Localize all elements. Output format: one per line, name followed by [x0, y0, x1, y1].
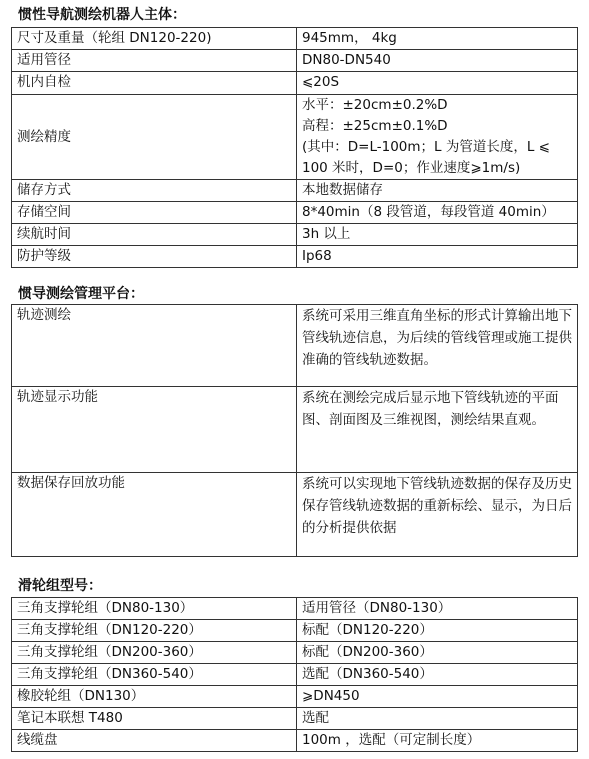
feature-desc [297, 387, 578, 473]
spec-label: 机内自检 [12, 72, 297, 95]
spec-label: 尺寸及重量（轮组 DN120-220) [12, 28, 297, 50]
table-row [12, 305, 578, 387]
table-row [12, 387, 578, 473]
wheelset-value: 适用管径（DN80-130） [297, 598, 578, 620]
spec-label: 测绘精度 [12, 95, 297, 180]
spec-label: 储存方式 [12, 180, 297, 202]
spec-value: 本地数据储存 [297, 180, 578, 202]
table-row [12, 620, 578, 642]
wheelset-label: 三角支撑轮组（DN120-220） [12, 620, 297, 642]
table-row [12, 686, 578, 708]
wheelset-value: 标配（DN120-220） [297, 620, 578, 642]
table-row [12, 708, 578, 730]
feature-label: 数据保存回放功能 [12, 473, 297, 557]
accuracy-line: 水平：±20cm±0.2%D [302, 97, 448, 113]
table-row [12, 246, 578, 268]
feature-label: 轨迹显示功能 [12, 387, 297, 473]
wheelset-table [11, 597, 578, 752]
wheelset-label: 三角支撑轮组（DN80-130） [12, 598, 297, 620]
accuracy-line: 100 米时，D=0；作业速度⩾1m/s) [302, 160, 521, 176]
spec-value: 3h 以上 [297, 224, 578, 246]
spec-label: 续航时间 [12, 224, 297, 246]
spec-label: 存储空间 [12, 202, 297, 224]
feature-desc-text: 系统可采用三维直角坐标的形式计算输出地下管线轨迹信息，为后续的管线管理或施工提供准确的管线轨迹数据。 [302, 308, 572, 368]
table-row [12, 598, 578, 620]
platform-table [11, 304, 578, 557]
table-row [12, 664, 578, 686]
spec-value: ⩽20S [297, 72, 578, 95]
table-row [12, 473, 578, 557]
feature-desc-text: 系统在测绘完成后显示地下管线轨迹的平面图、剖面图及三维视图，测绘结果直观。 [302, 390, 559, 428]
table-row [12, 202, 578, 224]
spec-value: 945mm， 4kg [297, 28, 578, 50]
wheelset-label: 橡胶轮组（DN130） [12, 686, 297, 708]
table-row [12, 72, 578, 95]
wheelset-label: 线缆盘 [12, 730, 297, 752]
table-row [12, 95, 578, 180]
section-title-wheelsets: 滑轮组型号： [18, 578, 102, 594]
feature-label: 轨迹测绘 [12, 305, 297, 387]
spec-value-accuracy [297, 95, 578, 180]
section-title-platform: 惯导测绘管理平台： [18, 286, 144, 302]
table-row [12, 642, 578, 664]
wheelset-value: 标配（DN200-360） [297, 642, 578, 664]
wheelset-value: 100m ，选配（可定制长度） [297, 730, 578, 752]
spec-label: 防护等级 [12, 246, 297, 268]
wheelset-label: 笔记本联想 T480 [12, 708, 297, 730]
section-title-robot-body: 惯性导航测绘机器人主体： [18, 7, 186, 23]
table-row [12, 28, 578, 50]
feature-desc [297, 305, 578, 387]
accuracy-line: (其中：D=L-100m；L 为管道长度，L ⩽ [302, 139, 550, 155]
wheelset-label: 三角支撑轮组（DN200-360） [12, 642, 297, 664]
wheelset-value: ⩾DN450 [297, 686, 578, 708]
table-row [12, 224, 578, 246]
table-row [12, 180, 578, 202]
robot-spec-table [11, 27, 578, 268]
wheelset-value: 选配（DN360-540） [297, 664, 578, 686]
wheelset-label: 三角支撑轮组（DN360-540） [12, 664, 297, 686]
wheelset-value: 选配 [297, 708, 578, 730]
feature-desc-text: 系统可以实现地下管线轨迹数据的保存及历史保存管线轨迹数据的重新标绘、显示，为日后的分析提供依据 [302, 476, 572, 536]
accuracy-line: 高程：±25cm±0.1%D [302, 118, 448, 134]
spec-value: Ip68 [297, 246, 578, 268]
table-row [12, 730, 578, 752]
table-row [12, 50, 578, 72]
feature-desc [297, 473, 578, 557]
spec-value: 8*40min（8 段管道，每段管道 40min） [297, 202, 578, 224]
spec-label: 适用管径 [12, 50, 297, 72]
spec-value: DN80-DN540 [297, 50, 578, 72]
